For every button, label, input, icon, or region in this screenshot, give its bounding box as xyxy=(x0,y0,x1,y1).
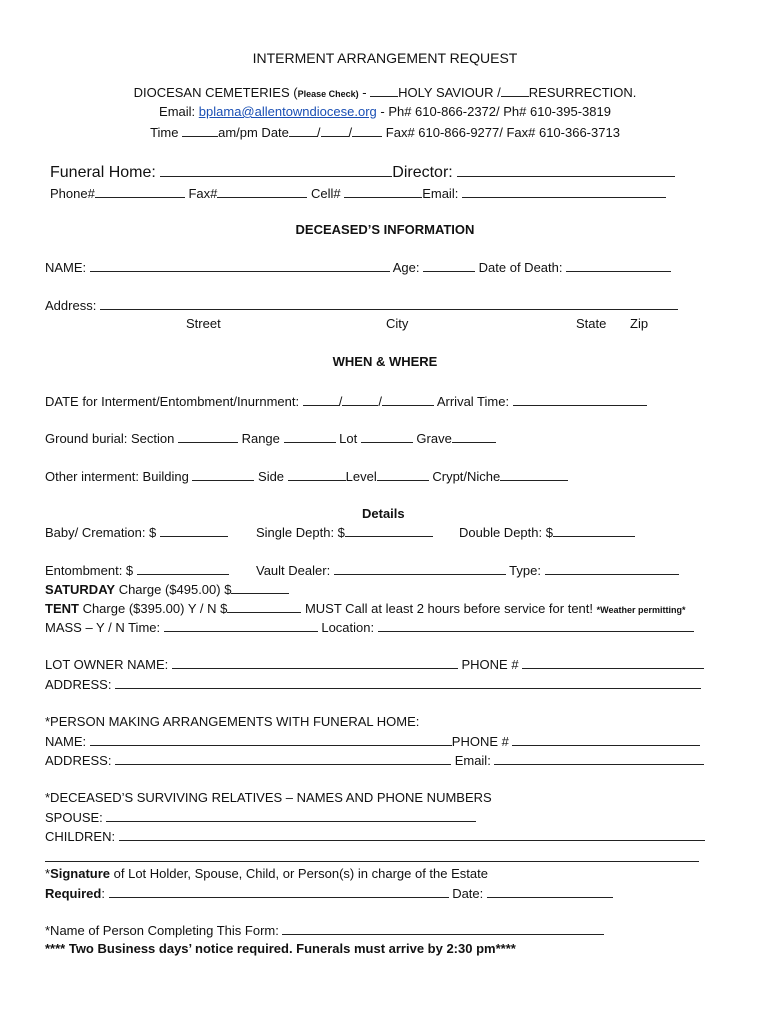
saturday-charge-field[interactable] xyxy=(231,581,289,594)
lot-owner-phone-field[interactable] xyxy=(522,656,704,669)
arrival-time-field[interactable] xyxy=(513,393,647,406)
arranger-address-line: ADDRESS: Email: xyxy=(45,752,770,769)
signature-caption: *Signature of Lot Holder, Spouse, Child, or Person(s) in charge of the Estate xyxy=(45,866,488,881)
crypt-niche-field[interactable] xyxy=(500,468,568,481)
entombment-field[interactable] xyxy=(137,562,229,575)
lot-owner-name-field[interactable] xyxy=(172,656,458,669)
other-interment-line: Other interment: Building Side Level Crypt/Niche xyxy=(45,468,770,485)
mass-line: MASS – Y / N Time: Location: xyxy=(45,619,770,636)
double-depth-field[interactable] xyxy=(553,524,635,537)
fh-phone-field[interactable] xyxy=(95,185,185,198)
mass-time-field[interactable] xyxy=(164,619,318,632)
arranger-heading: *PERSON MAKING ARRANGEMENTS WITH FUNERAL HOME: xyxy=(45,714,420,729)
single-depth-field[interactable] xyxy=(345,524,433,537)
arranger-email-field[interactable] xyxy=(494,752,704,765)
children-field-continued[interactable] xyxy=(45,847,699,862)
deceased-heading: DECEASED’S INFORMATION xyxy=(295,222,475,237)
funeral-home-field[interactable] xyxy=(160,161,392,177)
director-field[interactable] xyxy=(457,161,675,177)
resurrection-check[interactable] xyxy=(501,84,529,97)
date-of-death-field[interactable] xyxy=(566,259,671,272)
cemetery-header: DIOCESAN CEMETERIES (Please Check) - HOLY SAVIOUR / RESURRECTION. xyxy=(133,85,637,100)
state-caption: State xyxy=(576,316,607,331)
zip-caption: Zip xyxy=(630,316,649,331)
lot-owner-name-line: LOT OWNER NAME: PHONE # xyxy=(45,656,770,673)
building-field[interactable] xyxy=(192,468,254,481)
age-field[interactable] xyxy=(423,259,475,272)
interment-day-field[interactable] xyxy=(342,393,378,406)
required-label: Required xyxy=(45,886,102,901)
deceased-address-field[interactable] xyxy=(100,297,678,310)
lot-owner-address-line: ADDRESS: xyxy=(45,676,770,693)
signature-field[interactable] xyxy=(109,885,449,898)
single-depth-line: Single Depth: $ xyxy=(256,524,433,541)
resurrection-option: RESURRECTION. xyxy=(528,85,637,100)
grave-field[interactable] xyxy=(452,430,496,443)
spouse-line: SPOUSE: xyxy=(45,809,770,826)
fax-numbers: Fax# 610-866-9277/ Fax# 610-366-3713 xyxy=(382,125,620,140)
arranger-name-line: NAME: PHONE # xyxy=(45,733,770,750)
ground-burial-line: Ground burial: Section Range Lot Grave xyxy=(45,430,770,447)
arranger-name-field[interactable] xyxy=(90,733,452,746)
deceased-address-line: Address: xyxy=(45,297,770,314)
deceased-name-line: NAME: Age: Date of Death: xyxy=(45,259,770,276)
lot-owner-address-field[interactable] xyxy=(115,676,701,689)
email-link[interactable]: bplama@allentowndiocese.org xyxy=(198,104,377,119)
interment-date-line: DATE for Interment/Entombment/Inurnment: / / Arrival Time: xyxy=(45,393,770,410)
fh-email-field[interactable] xyxy=(462,185,666,198)
entombment-line: Entombment: $ xyxy=(45,562,229,579)
fh-cell-field[interactable] xyxy=(344,185,422,198)
phone-numbers: - Ph# 610-866-2372/ Ph# 610-395-3819 xyxy=(376,104,611,119)
arranger-phone-field[interactable] xyxy=(512,733,700,746)
section-field[interactable] xyxy=(178,430,238,443)
funeral-home-line: Funeral Home: Director: xyxy=(50,161,770,183)
completer-name-field[interactable] xyxy=(282,922,604,935)
deceased-name-field[interactable] xyxy=(90,259,390,272)
children-line: CHILDREN: xyxy=(45,828,770,845)
details-heading: Details xyxy=(362,506,405,521)
vault-dealer-field[interactable] xyxy=(334,562,506,575)
funeral-home-contact-line: Phone# Fax# Cell# Email: xyxy=(50,185,770,202)
level-field[interactable] xyxy=(377,468,429,481)
fh-fax-field[interactable] xyxy=(217,185,307,198)
signature-line: Required: Date: xyxy=(45,885,770,902)
holy-saviour-check[interactable] xyxy=(370,84,398,97)
time-date-line: Time am/pm Date / / Fax# 610-866-9277/ Fax# 610-366-3713 xyxy=(150,125,620,140)
when-where-heading: WHEN & WHERE xyxy=(332,354,438,369)
date-day-field[interactable] xyxy=(321,124,349,137)
notice-text: **** Two Business days’ notice required. Funerals must arrive by 2:30 pm**** xyxy=(45,941,516,956)
please-check-note: Please Check) xyxy=(297,89,359,99)
type-field[interactable] xyxy=(545,562,679,575)
interment-month-field[interactable] xyxy=(303,393,339,406)
completer-line: *Name of Person Completing This Form: xyxy=(45,922,770,939)
time-field[interactable] xyxy=(182,124,218,137)
org-name: DIOCESAN CEMETERIES ( xyxy=(133,85,298,100)
spouse-field[interactable] xyxy=(106,809,476,822)
date-month-field[interactable] xyxy=(289,124,317,137)
baby-cremation-line: Baby/ Cremation: $ xyxy=(45,524,228,541)
contact-line: Email: bplama@allentowndiocese.org - Ph# 610-866-2372/ Ph# 610-395-3819 xyxy=(159,104,611,119)
saturday-charge-line: SATURDAY Charge ($495.00) $ xyxy=(45,581,770,598)
holy-saviour-option: HOLY SAVIOUR / xyxy=(398,85,501,100)
date-year-field[interactable] xyxy=(352,124,382,137)
city-caption: City xyxy=(386,316,409,331)
vault-dealer-line: Vault Dealer: Type: xyxy=(256,562,679,579)
baby-cremation-field[interactable] xyxy=(160,524,228,537)
range-field[interactable] xyxy=(284,430,336,443)
signature-date-field[interactable] xyxy=(487,885,613,898)
street-caption: Street xyxy=(186,316,221,331)
children-field[interactable] xyxy=(119,828,705,841)
relatives-heading: *DECEASED’S SURVIVING RELATIVES – NAMES AND PHONE NUMBERS xyxy=(45,790,492,805)
mass-location-field[interactable] xyxy=(378,619,694,632)
double-depth-line: Double Depth: $ xyxy=(459,524,635,541)
interment-year-field[interactable] xyxy=(382,393,434,406)
tent-charge-line: TENT Charge ($395.00) Y / N $ MUST Call at least 2 hours before service for tent! *Weather permitting* xyxy=(45,601,686,616)
arranger-address-field[interactable] xyxy=(115,752,451,765)
weather-note: *Weather permitting* xyxy=(596,605,686,615)
tent-charge-field[interactable] xyxy=(227,600,301,613)
form-title: INTERMENT ARRANGEMENT REQUEST xyxy=(252,50,518,66)
side-field[interactable] xyxy=(288,468,346,481)
lot-field[interactable] xyxy=(361,430,413,443)
